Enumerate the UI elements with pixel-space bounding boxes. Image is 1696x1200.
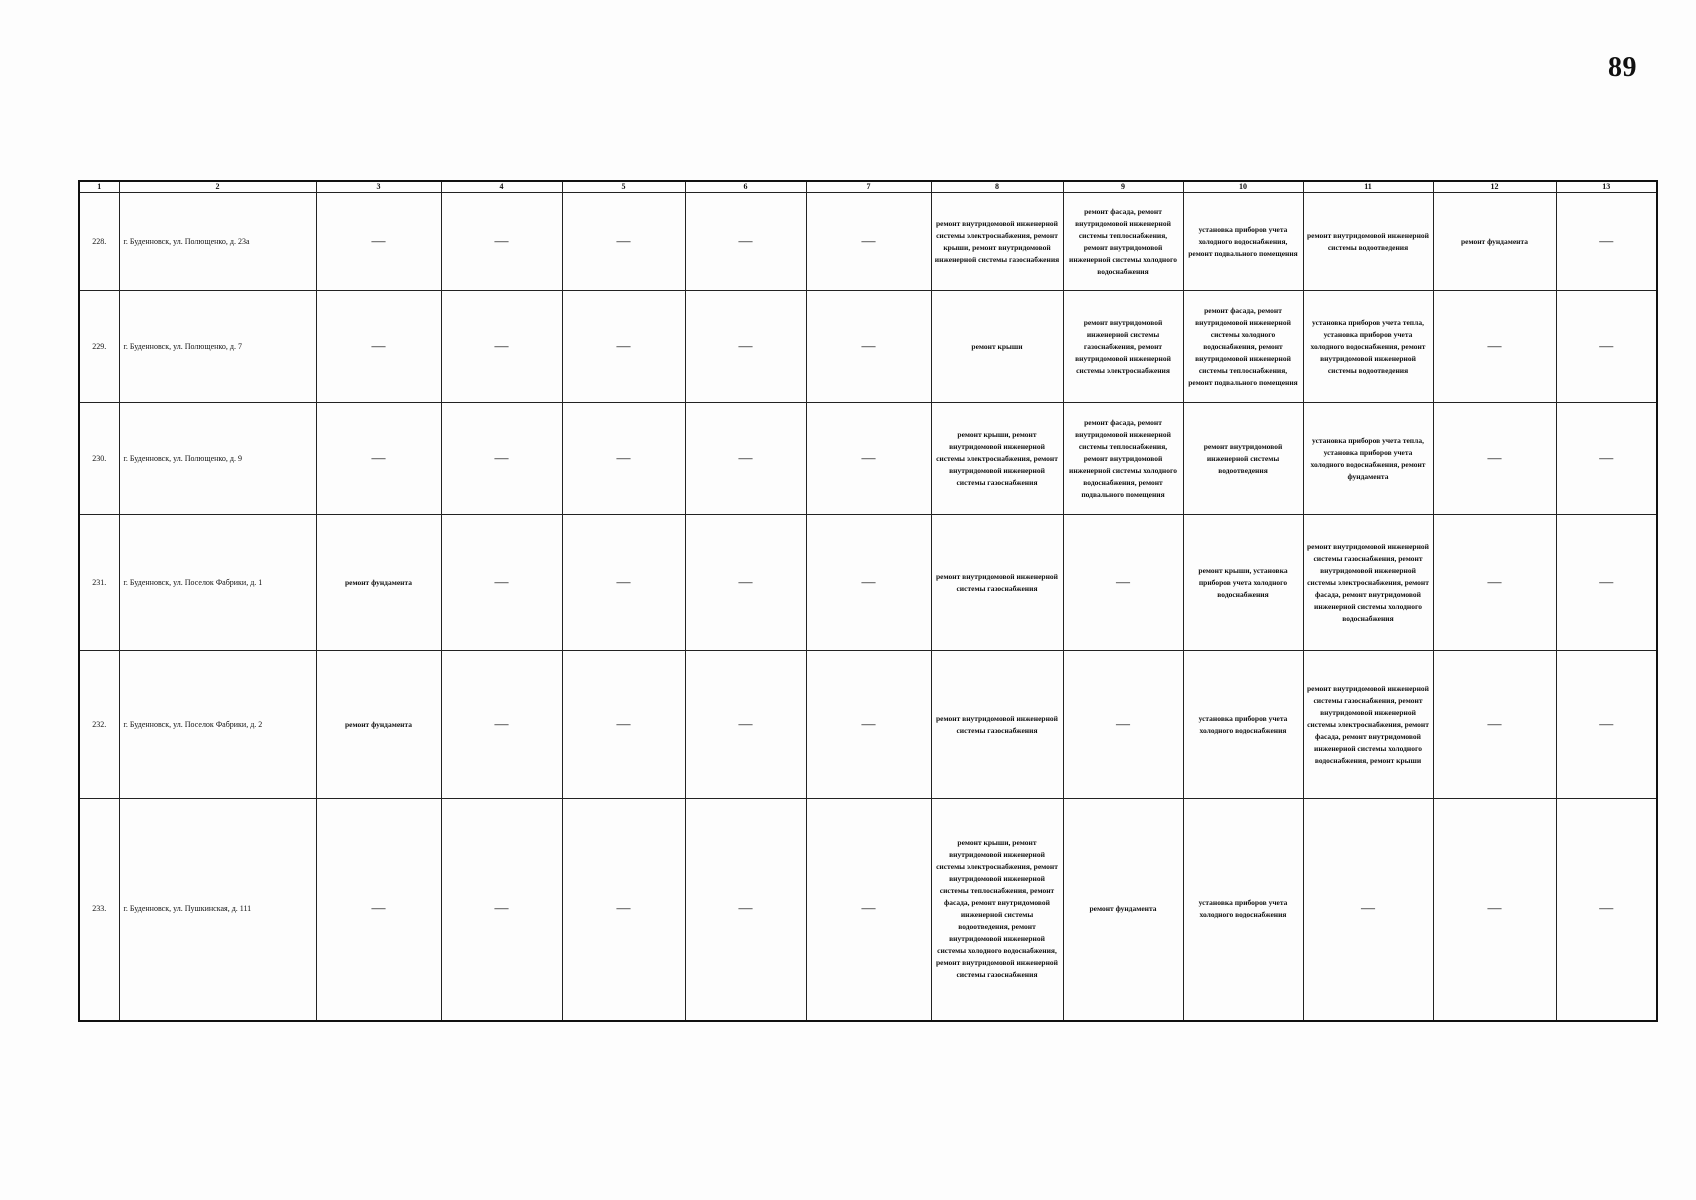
column-number: 5 [562, 181, 685, 193]
row-number: 232. [79, 651, 119, 799]
table-cell: — [441, 651, 562, 799]
table-cell: ремонт крыши, ремонт внутридомовой инженерной системы электроснабжения, ремонт внутридомовой инженерной системы газоснабжения [931, 403, 1063, 515]
table-cell: — [562, 291, 685, 403]
table-cell: установка приборов учета тепла, установка приборов учета холодного водоснабжения, ремонт фундамента [1303, 403, 1433, 515]
table-cell: ремонт фасада, ремонт внутридомовой инженерной системы теплоснабжения, ремонт внутридомовой инженерной системы холодного водоснабжения [1063, 193, 1183, 291]
table-cell: — [441, 799, 562, 1021]
table-cell: — [1556, 403, 1657, 515]
table-cell: — [1063, 515, 1183, 651]
column-number: 1 [79, 181, 119, 193]
table-cell: — [685, 403, 806, 515]
table-cell: ремонт внутридомовой инженерной системы газоснабжения, ремонт внутридомовой инженерной системы электроснабжения, ремонт фасада, ремонт внутридомовой инженерной системы холодного водоснабжения, ремонт крыши [1303, 651, 1433, 799]
table-cell: ремонт крыши [931, 291, 1063, 403]
table-cell: — [806, 515, 931, 651]
table-cell: — [806, 651, 931, 799]
table-cell: — [316, 799, 441, 1021]
table-cell: — [806, 799, 931, 1021]
table-cell: ремонт фундамента [316, 515, 441, 651]
table-row [79, 193, 1657, 291]
repair-schedule-table [78, 180, 1658, 1022]
table-cell: ремонт внутридомовой инженерной системы газоснабжения [931, 651, 1063, 799]
address-cell: г. Буденновск, ул. Пушкинская, д. 111 [119, 799, 316, 1021]
column-number: 11 [1303, 181, 1433, 193]
table-cell: — [1433, 651, 1556, 799]
address-cell: г. Буденновск, ул. Полющенко, д. 23а [119, 193, 316, 291]
table-cell: — [806, 193, 931, 291]
table-cell: — [806, 403, 931, 515]
table-cell: ремонт фундамента [1063, 799, 1183, 1021]
table-cell: — [685, 291, 806, 403]
table-row [79, 403, 1657, 515]
table-cell: ремонт крыши, ремонт внутридомовой инженерной системы электроснабжения, ремонт внутридомовой инженерной системы теплоснабжения, ремонт фасада, ремонт внутридомовой инженерной системы водоотведения, ремонт внутридомовой инженерной системы холодного водоснабжения, ремонт внутридомовой инженерной системы газоснабжения [931, 799, 1063, 1021]
table-cell: ремонт фасада, ремонт внутридомовой инженерной системы холодного водоснабжения, ремонт внутридомовой инженерной системы теплоснабжения, ремонт подвального помещения [1183, 291, 1303, 403]
column-number: 4 [441, 181, 562, 193]
table-cell: — [316, 291, 441, 403]
table-cell: — [316, 403, 441, 515]
address-cell: г. Буденновск, ул. Полющенко, д. 9 [119, 403, 316, 515]
table-cell: — [562, 651, 685, 799]
table-cell: — [1556, 515, 1657, 651]
table-cell: — [1433, 515, 1556, 651]
table-row [79, 651, 1657, 799]
column-number: 9 [1063, 181, 1183, 193]
table-cell: — [562, 193, 685, 291]
address-cell: г. Буденновск, ул. Полющенко, д. 7 [119, 291, 316, 403]
row-number: 231. [79, 515, 119, 651]
row-number: 229. [79, 291, 119, 403]
column-number-row [79, 181, 1657, 193]
column-number: 3 [316, 181, 441, 193]
table-cell: — [441, 515, 562, 651]
table-cell: ремонт внутридомовой инженерной системы водоотведения [1303, 193, 1433, 291]
table-cell: — [316, 193, 441, 291]
page-number: 89 [1608, 52, 1637, 83]
table-cell: ремонт внутридомовой инженерной системы электроснабжения, ремонт крыши, ремонт внутридомовой инженерной системы газоснабжения [931, 193, 1063, 291]
table-cell: — [685, 799, 806, 1021]
table-cell: — [1433, 291, 1556, 403]
table-cell: — [685, 515, 806, 651]
table-cell: — [441, 291, 562, 403]
table-cell: ремонт фасада, ремонт внутридомовой инженерной системы теплоснабжения, ремонт внутридомовой инженерной системы холодного водоснабжения, ремонт подвального помещения [1063, 403, 1183, 515]
table-cell: — [441, 193, 562, 291]
table-cell: — [562, 403, 685, 515]
column-number: 8 [931, 181, 1063, 193]
table-cell: — [1433, 799, 1556, 1021]
table-cell: — [562, 515, 685, 651]
table-cell: установка приборов учета холодного водоснабжения [1183, 651, 1303, 799]
table-cell: установка приборов учета тепла, установка приборов учета холодного водоснабжения, ремонт внутридомовой инженерной системы водоотведения [1303, 291, 1433, 403]
column-number: 7 [806, 181, 931, 193]
column-number: 10 [1183, 181, 1303, 193]
column-number: 13 [1556, 181, 1657, 193]
table-cell: — [441, 403, 562, 515]
table-cell: — [562, 799, 685, 1021]
table-cell: ремонт фундамента [316, 651, 441, 799]
table-cell: ремонт фундамента [1433, 193, 1556, 291]
row-number: 233. [79, 799, 119, 1021]
table-cell: — [1063, 651, 1183, 799]
column-number: 6 [685, 181, 806, 193]
table-cell: — [685, 651, 806, 799]
table-cell: — [1556, 291, 1657, 403]
table-cell: установка приборов учета холодного водоснабжения, ремонт подвального помещения [1183, 193, 1303, 291]
table-row [79, 515, 1657, 651]
table-cell: — [1556, 193, 1657, 291]
table-cell: ремонт крыши, установка приборов учета холодного водоснабжения [1183, 515, 1303, 651]
row-number: 228. [79, 193, 119, 291]
table-cell: установка приборов учета холодного водоснабжения [1183, 799, 1303, 1021]
table-cell: — [1556, 651, 1657, 799]
table-row [79, 291, 1657, 403]
table-cell: — [1556, 799, 1657, 1021]
table-cell: ремонт внутридомовой инженерной системы водоотведения [1183, 403, 1303, 515]
address-cell: г. Буденновск, ул. Поселок Фабрики, д. 1 [119, 515, 316, 651]
table-row [79, 799, 1657, 1021]
table-cell: ремонт внутридомовой инженерной системы газоснабжения, ремонт внутридомовой инженерной системы электроснабжения, ремонт фасада, ремонт внутридомовой инженерной системы холодного водоснабжения [1303, 515, 1433, 651]
row-number: 230. [79, 403, 119, 515]
column-number: 12 [1433, 181, 1556, 193]
address-cell: г. Буденновск, ул. Поселок Фабрики, д. 2 [119, 651, 316, 799]
table-cell: ремонт внутридомовой инженерной системы газоснабжения [931, 515, 1063, 651]
column-number: 2 [119, 181, 316, 193]
table-cell: — [1433, 403, 1556, 515]
table-cell: — [1303, 799, 1433, 1021]
table-cell: ремонт внутридомовой инженерной системы газоснабжения, ремонт внутридомовой инженерной системы электроснабжения [1063, 291, 1183, 403]
table-cell: — [806, 291, 931, 403]
table-cell: — [685, 193, 806, 291]
